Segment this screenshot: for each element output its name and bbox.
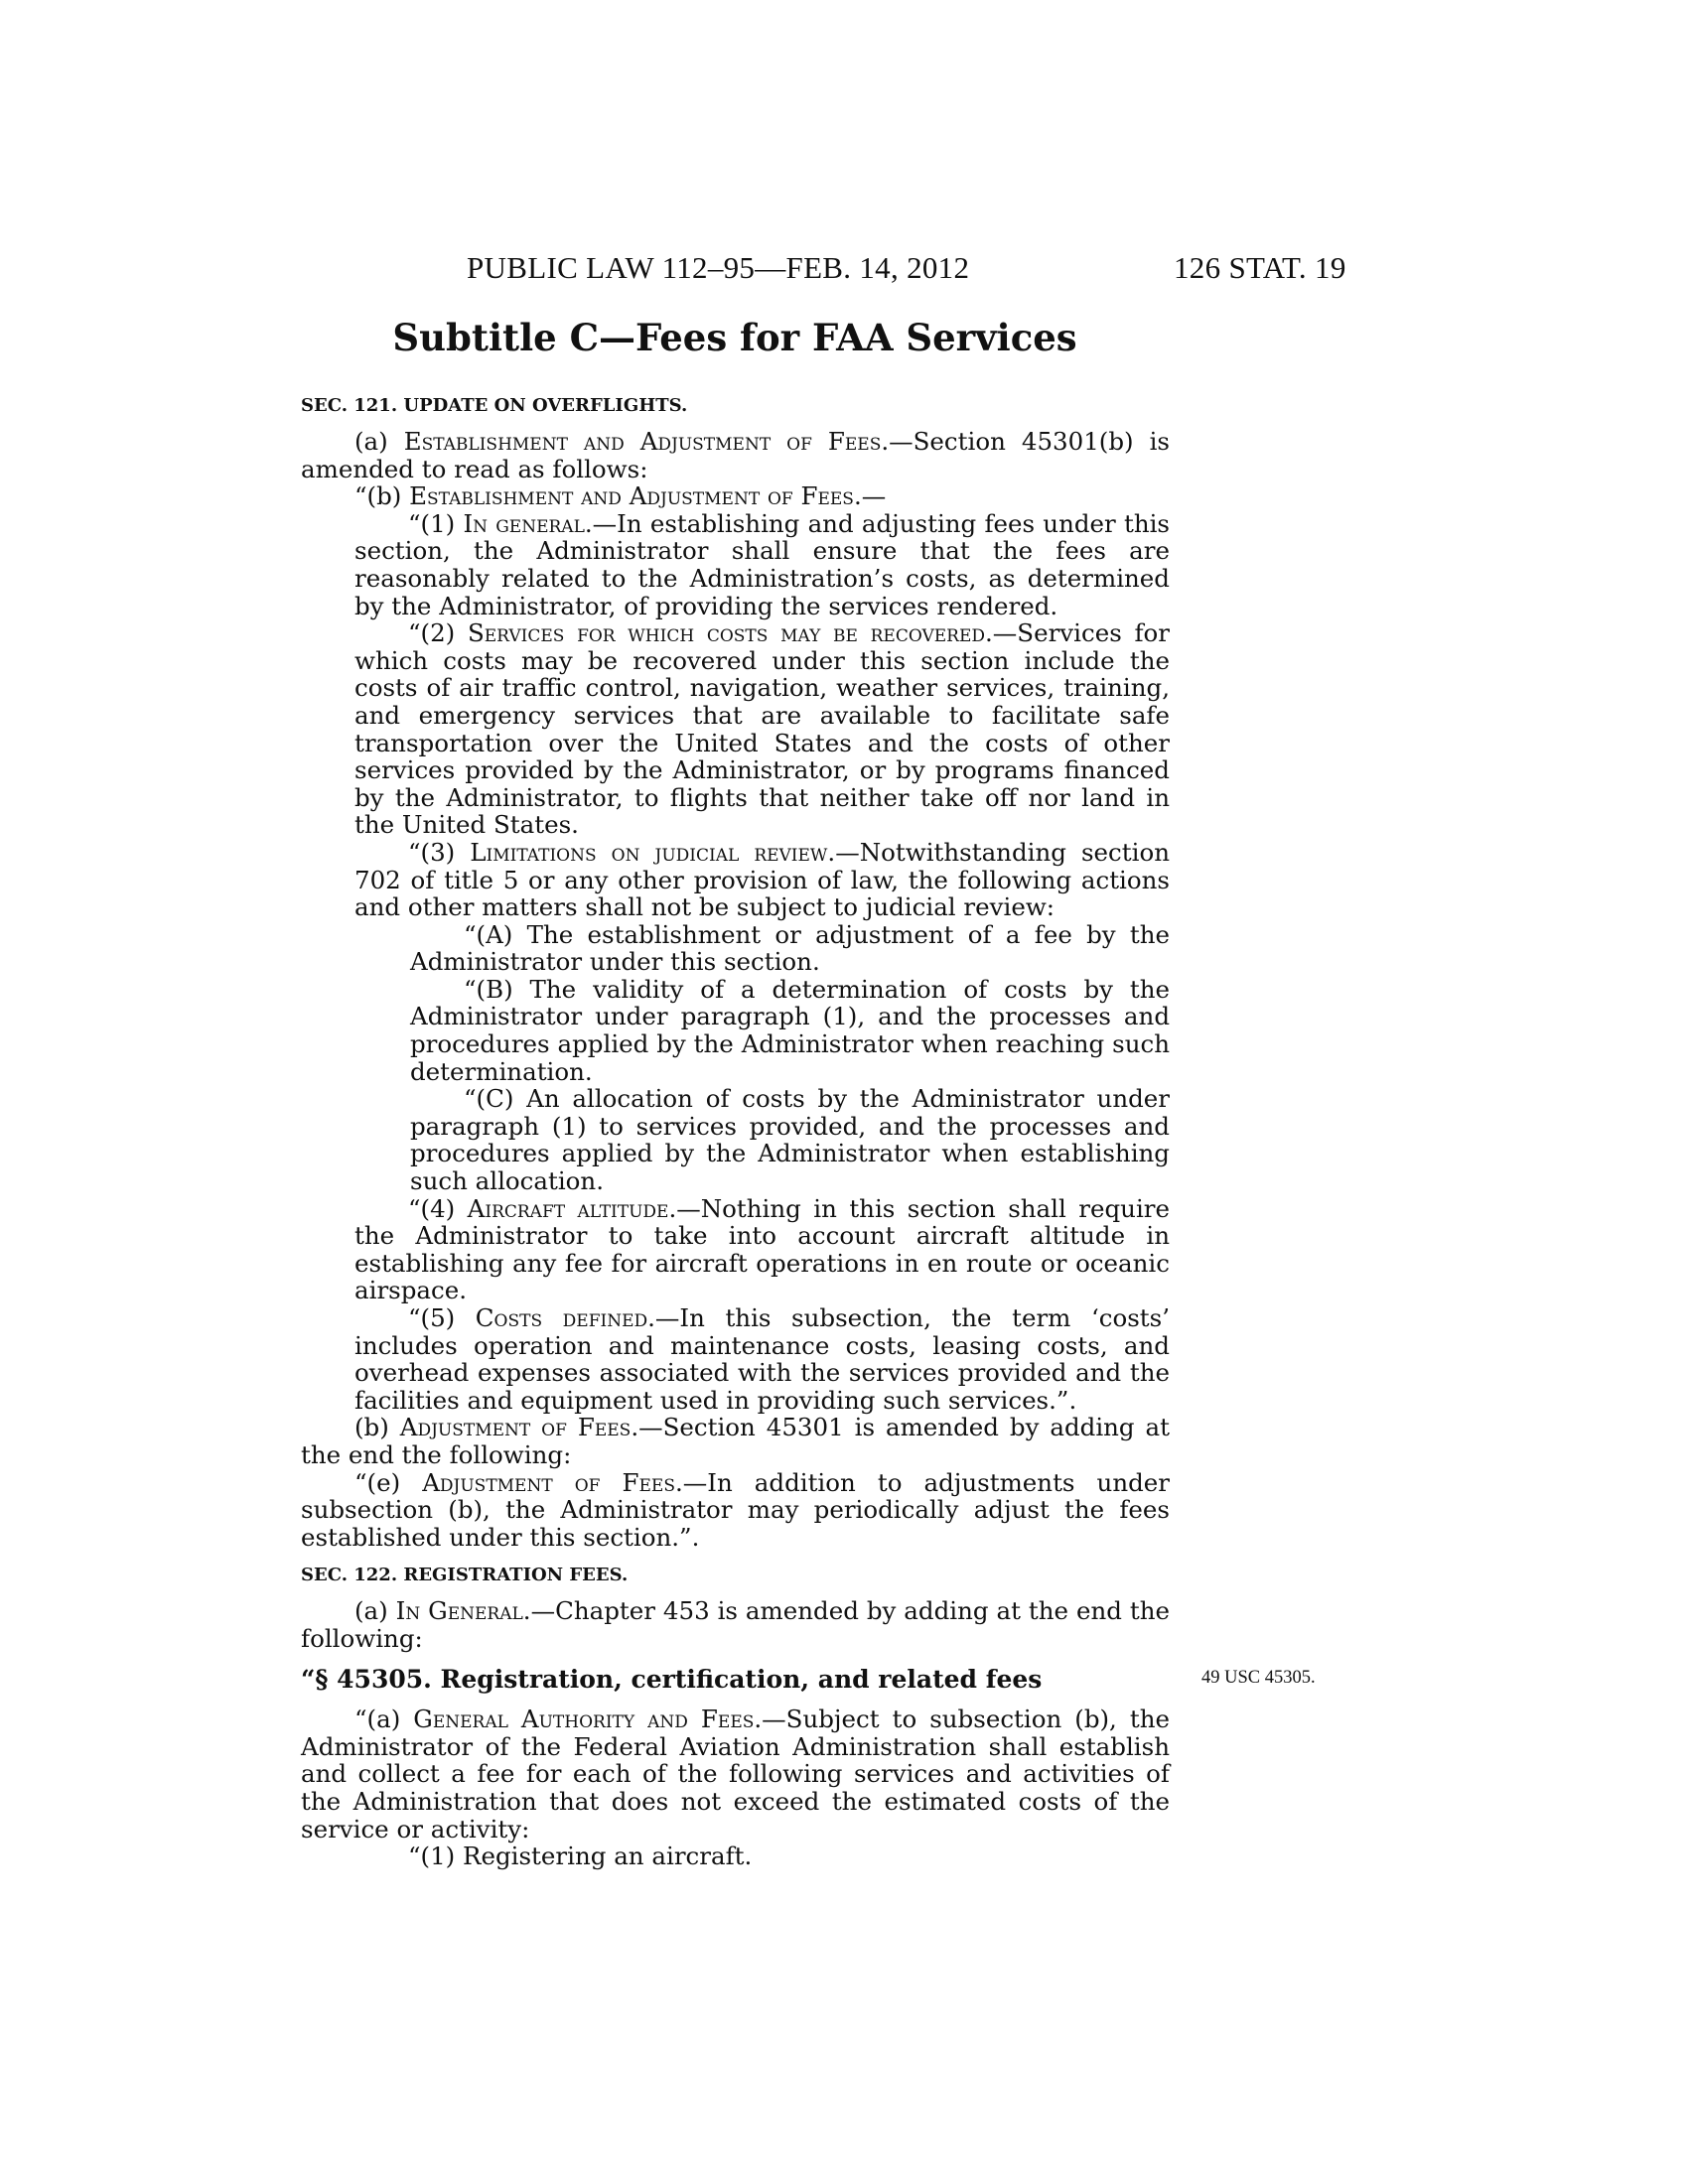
paragraph-121-b-quoted: “(b) Establishment and Adjustment of Fees.— <box>354 481 887 511</box>
paragraph-3-limitations: “(3) Limitations on judicial review.—Notwithstanding section 702 of title 5 or any other provision of law, the following actions and other matters shall not be subject to judicial review: <box>354 837 1170 922</box>
section-121-heading: SEC. 121. UPDATE ON OVERFLIGHTS. <box>301 395 688 416</box>
paragraph-121-b-adjustment: (b) Adjustment of Fees.—Section 45301 is amended by adding at the end the following: <box>301 1413 1171 1469</box>
subparagraph-B: “(B) The validity of a determination of costs by the Administrator under paragraph (1), and the processes and procedures applied by the Administrator when reaching such determination. <box>410 974 1170 1086</box>
subtitle-heading: Subtitle C—Fees for FAA Services <box>392 316 1077 359</box>
paragraph-122-a: (a) In General.—Chapter 453 is amended by adding at the end the following: <box>301 1596 1170 1653</box>
subparagraph-A: “(A) The establishment or adjustment of a fee by the Administrator under this section. <box>410 919 1170 977</box>
running-head: PUBLIC LAW 112–95—FEB. 14, 2012 <box>467 250 970 285</box>
section-122-heading: SEC. 122. REGISTRATION FEES. <box>301 1565 629 1586</box>
paragraph-5-costs-defined: “(5) Costs defined.—In this subsection, the term ‘costs’ includes operation and maintenance costs, leasing costs, and overhead expenses associated with the services provided and the facilities and equipment used in providing such services.”. <box>354 1303 1170 1415</box>
paragraph-121-a: (a) Establishment and Adjustment of Fees.—Section 45301(b) is amended to read as follows: <box>301 427 1170 483</box>
subparagraph-C: “(C) An allocation of costs by the Administrator under paragraph (1) to services provided, and the processes and procedures applied by the Administrator when establishing such allocation. <box>410 1084 1170 1196</box>
page-number: 126 STAT. 19 <box>1174 250 1346 285</box>
section-45305-heading: “§ 45305. Registration, certification, and related fees <box>301 1664 1043 1694</box>
paragraph-2-services: “(2) Services for which costs may be recovered.—Services for which costs may be recovered under this section include the costs of air traffic control, navigation, weather services, training, and emergency services that are available to facilitate safe transportation over the United States and the costs of other services provided by the Administrator, or by programs financed by the Administrator, to flights that neither take off nor land in the United States. <box>354 618 1170 840</box>
body-text <box>301 395 1170 1870</box>
paragraph-1-in-general: “(1) In general.—In establishing and adjusting fees under this section, the Administrator shall ensure that the fees are reasonably related to the Administration’s costs, as determined by the Administrator, of providing the services rendered. <box>354 508 1171 620</box>
paragraph-general-authority: “(a) General Authority and Fees.—Subject to subsection (b), the Administrator of the Federal Aviation Administration shall establish and collect a fee for each of the following services and activities of the Administration that does not exceed the estimated costs of the service or activity: <box>301 1705 1170 1843</box>
margin-note-usc: 49 USC 45305. <box>1201 1668 1316 1688</box>
paragraph-e-adjustment: “(e) Adjustment of Fees.—In addition to adjustments under subsection (b), the Administrator may periodically adjust the fees established under this section.”. <box>301 1467 1170 1552</box>
paragraph-4-altitude: “(4) Aircraft altitude.—Nothing in this section shall require the Administrator to take into account aircraft altitude in establishing any fee for aircraft operations in en route or oceanic airspace. <box>354 1193 1170 1305</box>
item-1-registering: “(1) Registering an aircraft. <box>408 1842 753 1871</box>
